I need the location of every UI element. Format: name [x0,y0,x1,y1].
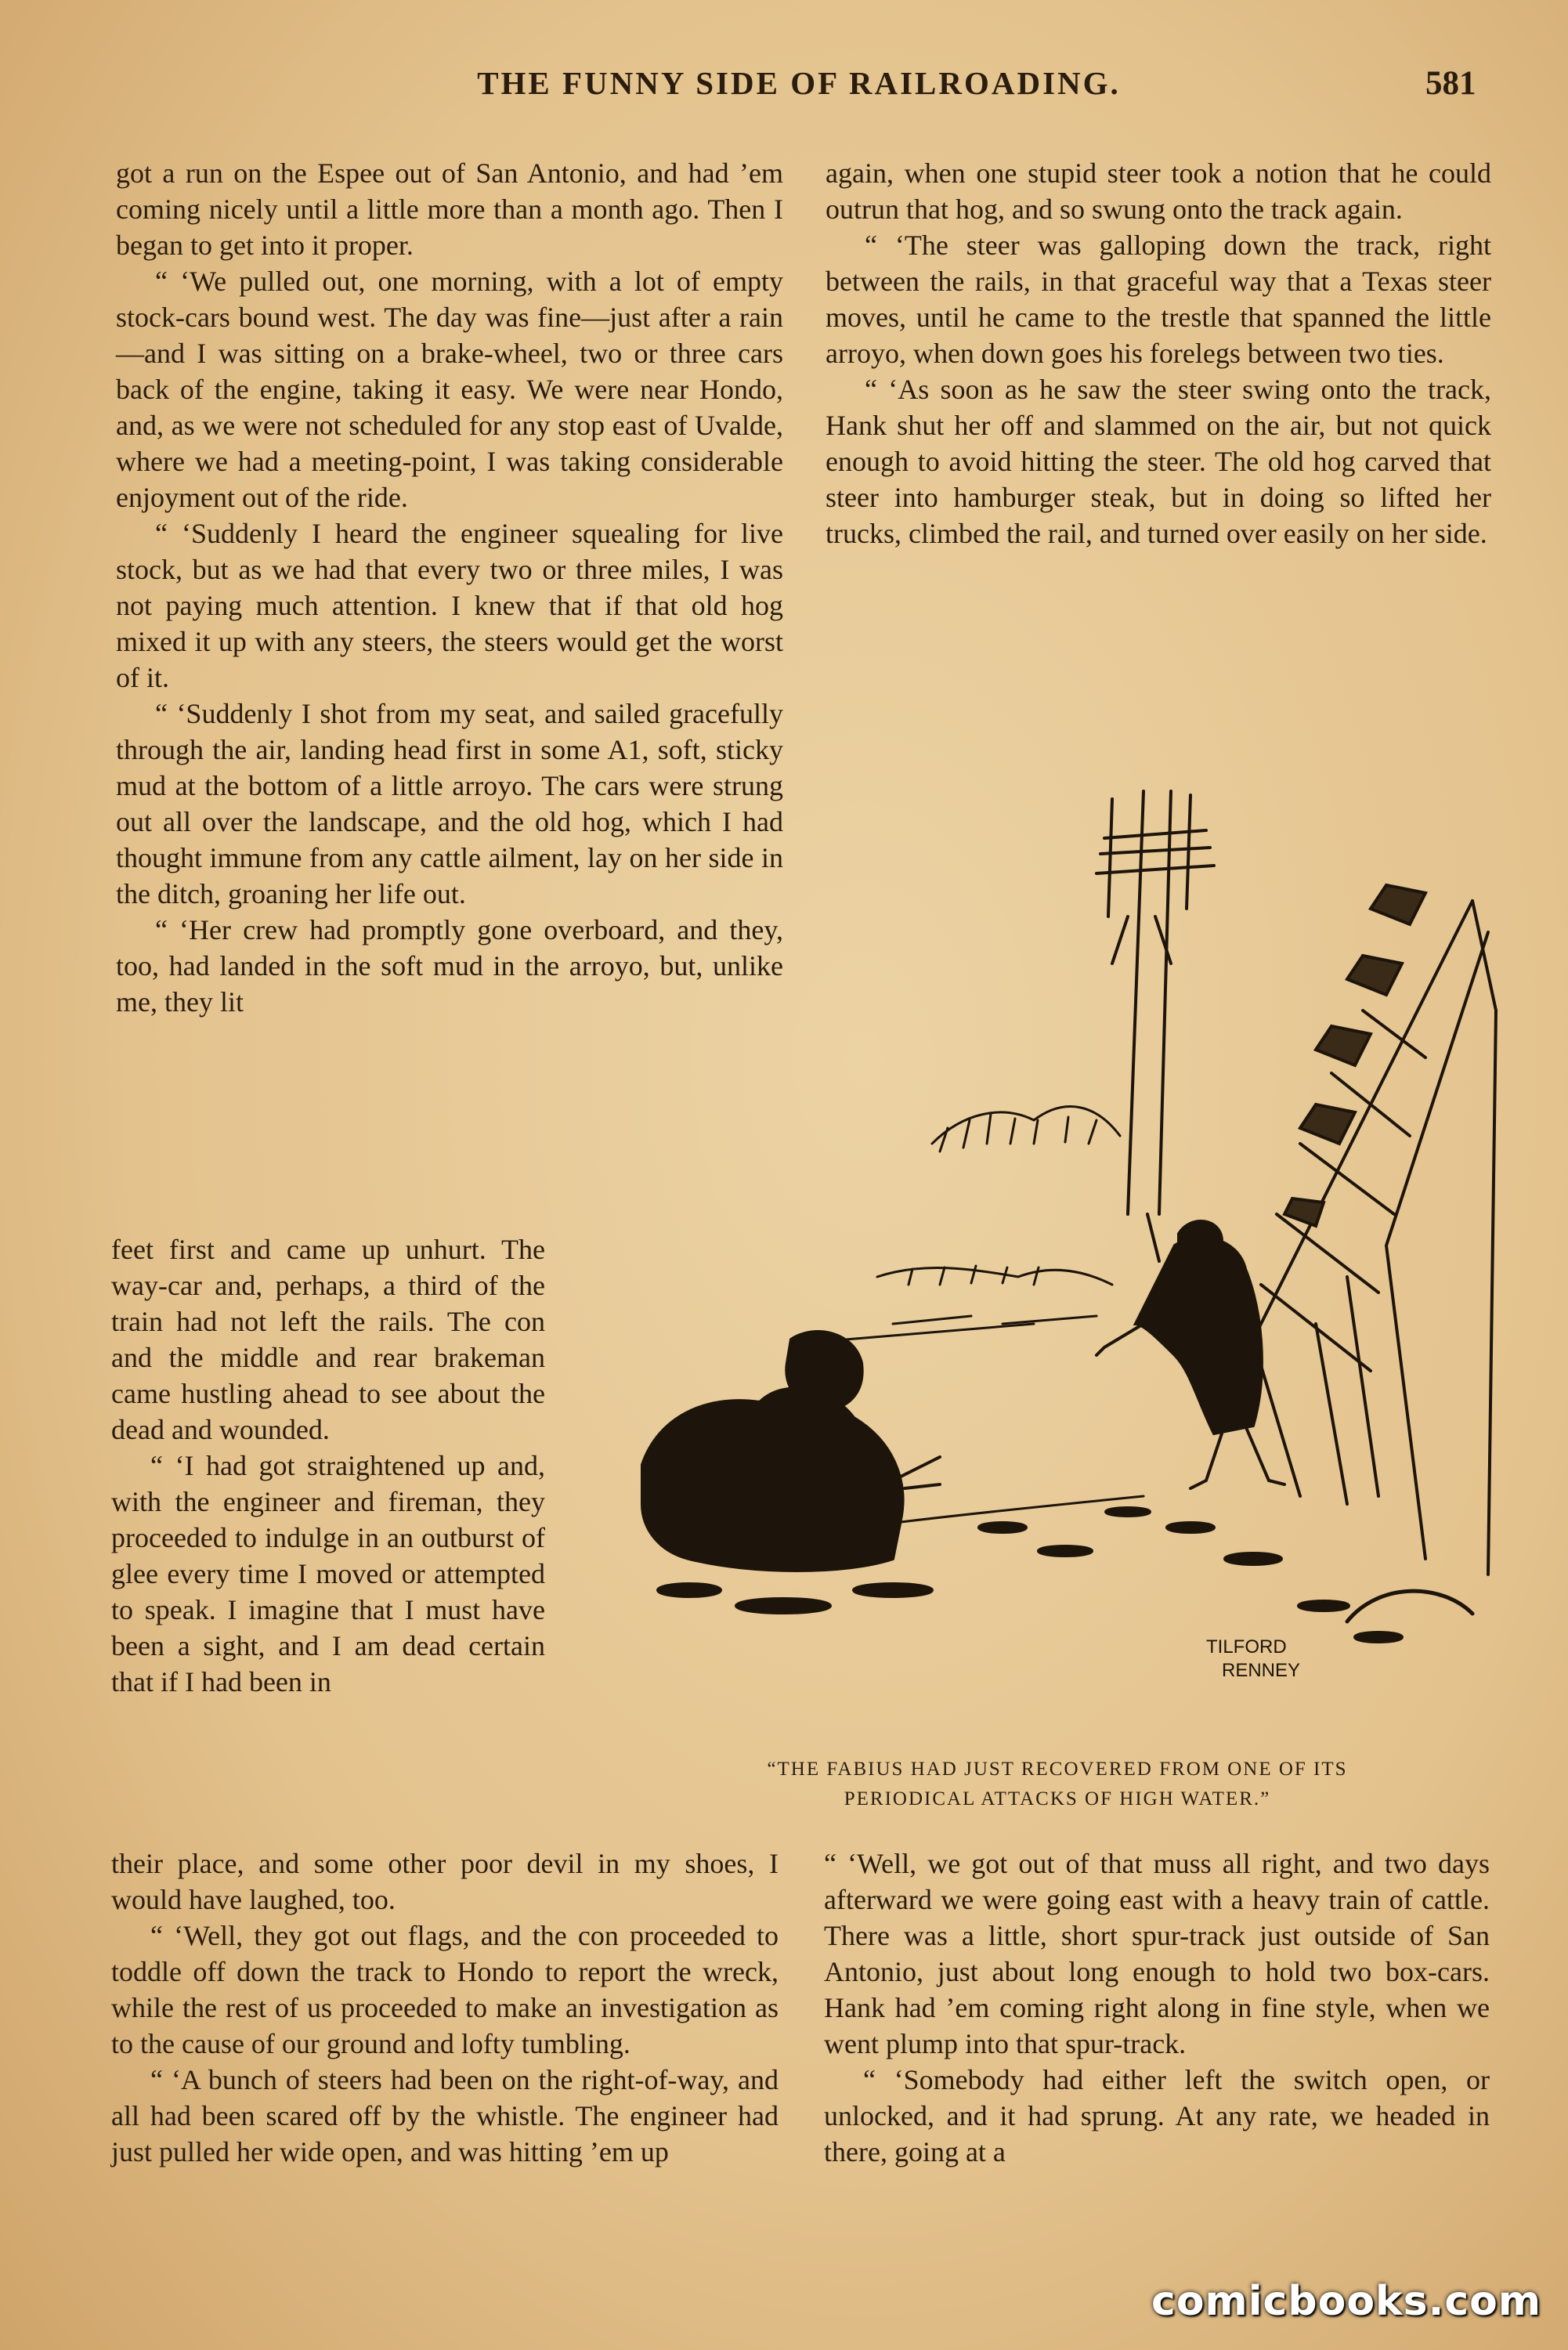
running-man-drawing [1097,1214,1284,1488]
paragraph: “ ‘The steer was galloping down the track, right between the rails, in that graceful way that a Texas steer moves, until he came to the trestle that spanned the little arroyo, when down goes his forelegs between two ties. [826,230,1491,369]
paragraph: “ ‘Suddenly I heard the engineer squealing for live stock, but as we had that every two or three miles, I was not paying much attention. I knew that if that old hog mixed it up with any steers, the steers would get the worst of it. [116,518,783,693]
page-number: 581 [1425,65,1476,102]
paragraph: “ ‘I had got straightened up and, with the engineer and fireman, they proceeded to indulge in an outburst of glee every time I moved or attempted to speak. I imagine that I must have been a sight, and I am dead certain that if I had been in [111,1450,545,1697]
grass-drawing [846,1107,1120,1340]
paragraph: “ ‘As soon as he saw the steer swing onto the track, Hank shut her off and slammed on the air, but not quick enough to avoid hitting the steer. The old hog carved that steer into hamburger steak, but in doing so lifted her trucks, climbed the rail, and turned over easily on her side. [826,374,1491,549]
illustration [595,776,1504,1731]
caption-line-2: PERIODICAL ATTACKS OF HIGH WATER.” [844,1788,1271,1810]
paragraph: got a run on the Espee out of San Antonio, and had ’em coming nicely until a little more than a month ago. Then I began to get into it proper. [116,157,783,261]
artist-signature-line2: RENNEY [1222,1660,1301,1681]
paragraph: “ ‘Suddenly I shot from my seat, and sailed gracefully through the air, landing head first in some A1, soft, sticky mud at the bottom of a little arroyo. The cars were strung out all over the landscape, and the old hog, which I had thought immune from any cattle ailment, lay on her side in the ditch, groaning her life out. [116,698,783,909]
paragraph: again, when one stupid steer took a notion that he could outrun that hog, and so swung onto the track again. [826,157,1491,225]
trestle-drawing [1253,885,1496,1574]
right-column-bottom [824,1846,1490,2170]
paragraph: “ ‘We pulled out, one morning, with a lot of empty stock-cars bound west. The day was fine—just after a rain—and I was sitting on a brake-wheel, two or three cars back of the engine, taking it easy. We were near Hondo, and, as we were not scheduled for any stop east of Uvalde, where we had a meeting-point, I was taking considerable enjoyment out of the ride. [116,266,783,513]
paragraph: “ ‘Well, we got out of that muss all right, and two days afterward we were going east with a heavy train of cattle. There was a little, short spur-track just outside of San Antonio, just about long enough to hold two box-cars. Hank had ’em coming right along in fine style, when we went plump into that spur-track. [824,1848,1490,2059]
paragraph: their place, and some other poor devil in my shoes, I would have laughed, too. [111,1848,779,1915]
illustration-caption [666,1755,1449,1814]
page-header [0,64,1568,119]
running-head: THE FUNNY SIDE OF RAILROADING. [477,65,1121,101]
paragraph: “ ‘Her crew had promptly gone overboard, and they, too, had landed in the soft mud in the arroyo, but, unlike me, they lit [116,914,783,1018]
caption-line-1: “THE FABIUS HAD JUST RECOVERED FROM ONE OF ITS [767,1759,1348,1780]
fallen-man-drawing [642,1332,940,1571]
left-column-narrow [111,1231,545,1700]
telegraph-pole-drawing [1097,791,1214,1214]
paragraph: “ ‘A bunch of steers had been on the right-of-way, and all had been scared off by the whistle. The engineer had just pulled her wide open, and was hitting ’em up [111,2064,779,2167]
paragraph: feet first and came up unhurt. The way-car and, perhaps, a third of the train had not left the rails. The con and the middle and rear brakeman came hustling ahead to see about the dead and wounded. [111,1234,545,1445]
watermark: comicbooks.com [1151,2278,1542,2325]
artist-signature-line1: TILFORD [1206,1636,1287,1658]
paragraph: “ ‘Well, they got out flags, and the con proceeded to toddle off down the track to Hondo to report the wreck, while the rest of us proceeded to make an investigation as to the cause of our ground and lofty tumbling. [111,1920,779,2059]
left-column-bottom [111,1846,779,2170]
paragraph: “ ‘Somebody had either left the switch open, or unlocked, and it had sprung. At any rate, we headed in there, going at a [824,2064,1490,2167]
right-column-top [826,155,1491,551]
